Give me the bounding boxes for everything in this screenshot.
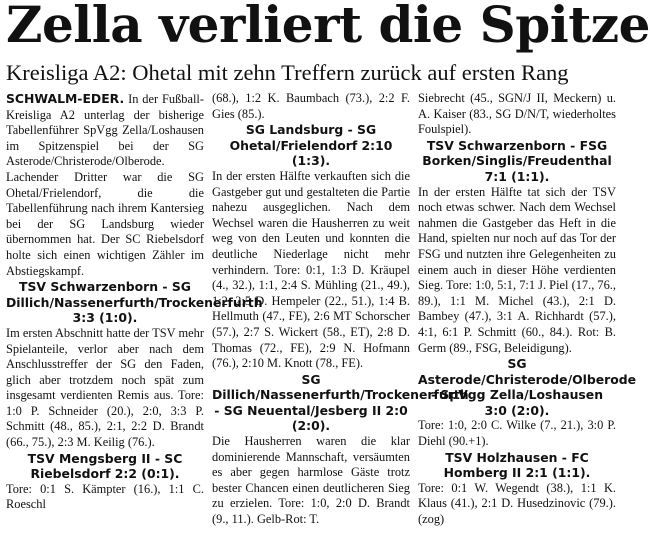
subheadline: Kreisliga A2: Ohetal mit zehn Treffern zurück auf ersten Rang	[6, 60, 569, 85]
match-heading: TSV Mengsberg II - SC Riebelsdorf 2:2 (0:1).	[27, 450, 183, 482]
article-column-3	[418, 91, 637, 551]
match-report: Im ersten Abschnitt hatte der TSV mehr Spielanteile, verlor aber nach dem Anschlusstreffer der SG den Faden, glich aber trotzdem noch spät zum insgesamt verdienten Remis aus. Tore: 1:0 P. Schneider (20.), 2:0, 3:3 P. Schmitt (48., 85.), 2:1, 2:2 D. Brandt (66., 75.), 2:3 M. Keilig (76.).	[6, 325, 204, 450]
match-report: Tore: 0:1 W. Wegendt (38.), 1:1 K. Klaus (41.), 2:1 D. Husedzinovic (79.). (zog)	[418, 480, 616, 527]
match-heading: SG Asterode/Christerode/Olberode - SpVgg Zella/Loshausen 3:0 (2:0).	[418, 356, 637, 418]
intro-paragraph	[6, 91, 204, 279]
match-heading: TSV Holzhausen - FC Homberg II 2:1 (1:1).	[443, 449, 591, 481]
match-heading: SG Landsburg - SG Ohetal/Frielendorf 2:10 (1:3).	[229, 122, 393, 169]
match-report: In der ersten Hälfte tat sich der TSV noch etwas schwer. Nach dem Wechsel nahmen die Gastgeber das Heft in die Hand, spielten nur noch auf das Tor der FSG und nutzten ihre Gelegenheiten zu einem auch in dieser Höhe verdienten Sieg. Tore: 1:0, 5:1, 7:1 J. Piel (17., 76., 89.), 1:1 M. Michel (43.), 2:1 D. Bambey (47.), 3:1 A. Richhardt (57.), 4:1, 6:1 P. Schmitt (60., 84.). Rot: B. Germ (89., FSG, Beleidigung).	[418, 184, 616, 355]
match-heading: SG Dillich/Nassenerfurth/Trockenerfurth - SG Neuental/Jesberg II 2:0 (2:0).	[212, 371, 469, 434]
article-column-2	[212, 91, 469, 551]
headline: Zella verliert die Spitze	[6, 0, 650, 54]
article-column-1	[6, 91, 263, 551]
match-report: Die Hausherren waren die klar dominierende Mannschaft, versäumten es aber gegen harmlose Gäste trotz bester Chancen einen deutlicheren Sieg zu erzielen. Tore: 1:0, 2:0 D. Brandt (9., 11.). Gelb-Rot: T.	[212, 434, 410, 527]
match-report-continued: (68.), 1:2 K. Baumbach (73.), 2:2 F. Gies (85.).	[212, 91, 410, 121]
intro-text: In der Fußball-Kreisliga A2 unterlag der bisherige Tabellenführer SpVgg Zella/Loshausen im Spitzenspiel bei der SG Asterode/Christerode/Olberode. Lachender Dritter war die SG Ohetal/Frielendorf, die die Tabellenführung nach ihrem Kantersieg bei der SG Landsburg wieder übernommen hat. Der SC Riebelsdorf holte sich einen wichtigen Zähler im Abstiegskampf.	[6, 92, 204, 278]
match-report-continued: Siebrecht (45., SGN/J II, Meckern) u. A. Kaiser (83., SG D/N/T, wiederholtes Foulspiel).	[418, 91, 616, 137]
dateline: SCHWALM-EDER.	[6, 91, 125, 106]
match-heading: TSV Schwarzenborn - FSG Borken/Singlis/Freudenthal 7:1 (1:1).	[422, 137, 612, 184]
match-report: Tore: 0:1 S. Kämpter (16.), 1:1 C. Roeschl	[6, 481, 204, 512]
match-report: In der ersten Hälfte verkauften sich die Gastgeber gut und gestalteten die Partie nahezu ausgeglichen. Nach dem Wechsel waren die Hausherren zu weit weg von den Leuten und konnten die deutliche Niederlage nicht mehr verhindern. Tore: 0:1, 1:3 D. Kräupel (4., 32.), 1:1, 2:4 S. Mühling (21., 49.), 1:2, 2:5 D. Hempeler (22., 51.), 1:4 B. Hellmuth (47., FE), 2:6 MT Schorscher (57.), 2:7 S. Wickert (58., ET), 2:8 D. Thomas (72., FE), 2:9 N. Hofmann (76.), 2:10 M. Knott (78., FE).	[212, 168, 410, 371]
match-report: Tore: 1:0, 2:0 C. Wilke (7., 21.), 3:0 P. Diehl (90.+1).	[418, 418, 616, 449]
match-heading: TSV Schwarzenborn - SG Dillich/Nassenerfurth/Trockenerfurth 3:3 (1:0).	[6, 279, 263, 326]
